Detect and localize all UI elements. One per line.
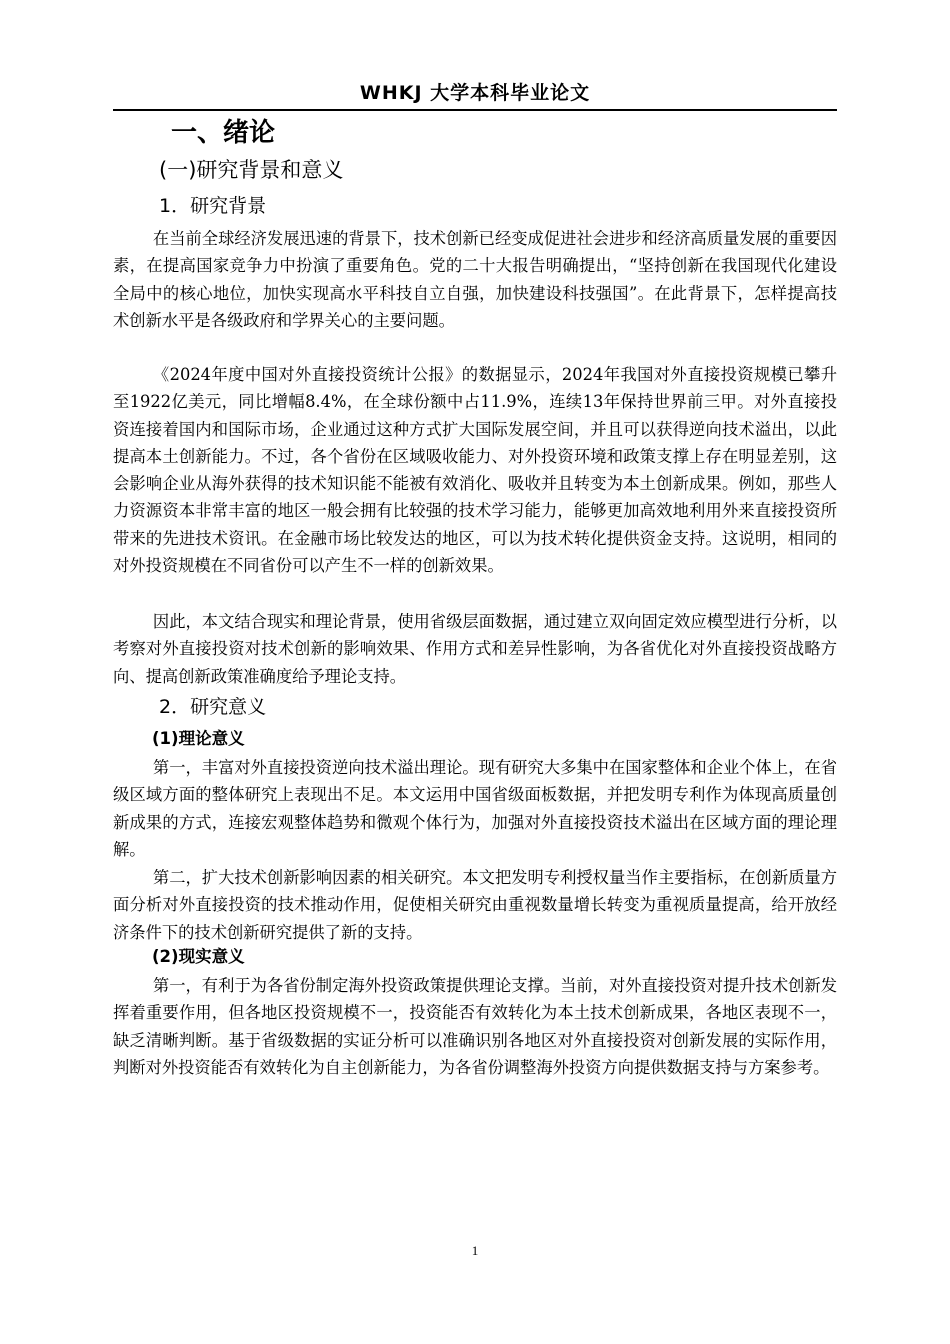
- subheading-practice: (2)现实意义: [152, 947, 245, 966]
- paragraph: 第一，丰富对外直接投资逆向技术溢出理论。现有研究大多集中在国家整体和企业个体上，在省级区域方面的整体研究上表现出不足。本文运用中国省级面板数据，并把发明专利作为体现高质量创新成果的方式，连接宏观整体趋势和微观个体行为，加强对外直接投资技术溢出在区域方面的理论理解。: [113, 758, 837, 859]
- subsection-title-background: 1．研究背景: [159, 195, 267, 217]
- paragraph: 第二，扩大技术创新影响因素的相关研究。本文把发明专利授权量当作主要指标，在创新质量方面分析对外直接投资的技术推动作用，促使相关研究由重视数量增长转变为重视质量提高，给开放经济条件下的技术创新研究提供了新的支持。: [113, 868, 837, 942]
- paragraph: 因此，本文结合现实和理论背景，使用省级层面数据，通过建立双向固定效应模型进行分析，以考察对外直接投资对技术创新的影响效果、作用方式和差异性影响，为各省优化对外直接投资战略方向、提高创新政策准确度给予理论支持。: [113, 612, 837, 686]
- paragraph: 第一，有利于为各省份制定海外投资政策提供理论支撑。当前，对外直接投资对提升技术创新发挥着重要作用，但各地区投资规模不一，投资能否有效转化为本土技术创新成果，各地区表现不一，缺乏清晰判断。基于省级数据的实证分析可以准确识别各地区对外直接投资对创新发展的实际作用，判断对外投资能否有效转化为自主创新能力，为各省份调整海外投资方向提供数据支持与方案参考。: [113, 976, 837, 1077]
- chapter-title: 一、绪论: [171, 118, 276, 148]
- header-rule: [113, 109, 837, 111]
- paragraph: 《2024年度中国对外直接投资统计公报》的数据显示，2024年我国对外直接投资规模已攀升至1922亿美元，同比增幅8.4%，在全球份额中占11.9%，连续13年保持世界前三甲。对外直接投资连接着国内和国际市场，企业通过这种方式扩大国际发展空间，并且可以获得逆向技术溢出，以此提高本土创新能力。不过，各个省份在区域吸收能力、对外投资环境和政策支撑上存在明显差别，这会影响企业从海外获得的技术知识能不能被有效消化、吸收并且转变为本土创新成果。例如，那些人力资源资本非常丰富的地区一般会拥有比较强的技术学习能力，能够更加高效地利用外来直接投资所带来的先进技术资讯。在金融市场比较发达的地区，可以为技术转化提供资金支持。这说明，相同的对外投资规模在不同省份可以产生不一样的创新效果。: [113, 365, 837, 576]
- subheading-theory: (1)理论意义: [152, 729, 245, 748]
- running-header: WHKJ 大学本科毕业论文: [359, 82, 591, 104]
- subsection-title-significance: 2．研究意义: [159, 696, 267, 718]
- section-title: (一)研究背景和意义: [159, 158, 344, 182]
- page-number: 1: [471, 1243, 479, 1258]
- paragraph: 在当前全球经济发展迅速的背景下，技术创新已经变成促进社会进步和经济高质量发展的重要因素，在提高国家竞争力中扮演了重要角色。党的二十大报告明确提出，“坚持创新在我国现代化建设全局中的核心地位，加快实现高水平科技自立自强，加快建设科技强国”。在此背景下，怎样提高技术创新水平是各级政府和学界关心的主要问题。: [113, 229, 837, 330]
